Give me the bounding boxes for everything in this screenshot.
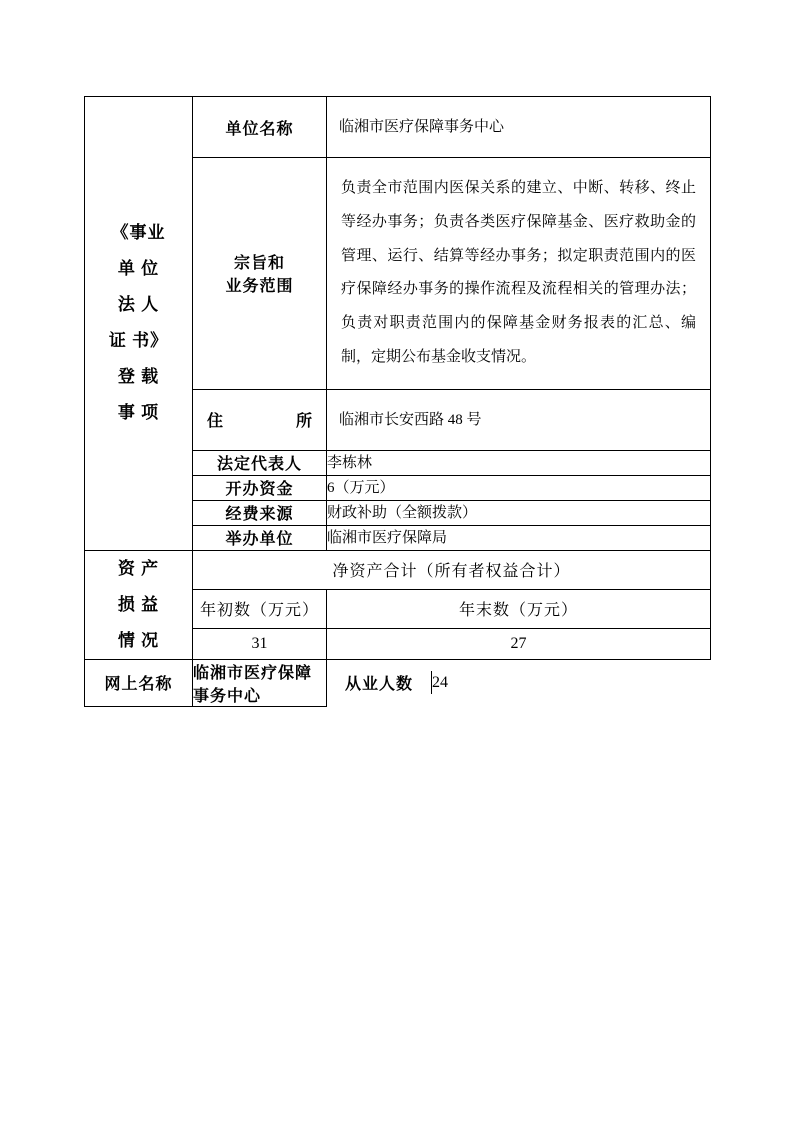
assets-value-end: 27 bbox=[327, 628, 711, 659]
row-value-address: 临湘市长安西路 48 号 bbox=[327, 389, 711, 450]
row-value-purpose-scope: 负责全市范围内医保关系的建立、中断、转移、终止等经办事务；负责各类医疗保障基金、医疗救助金的管理、运行、结算等经办事务；拟定职责范围内的医疗保障经办事务的操作流程及流程相关的管理办法；负责对职责范围内的保障基金财务报表的汇总、编制，定期公布基金收支情况。 bbox=[327, 158, 711, 390]
row-label-line: 宗旨和 bbox=[233, 255, 285, 273]
row-label-legal-representative: 法定代表人 bbox=[193, 450, 327, 475]
footer-label-employees: 从业人数 bbox=[327, 671, 432, 694]
section-label-line: 法 人 bbox=[117, 295, 160, 315]
row-label-organizer: 举办单位 bbox=[193, 525, 327, 550]
assets-value-begin: 31 bbox=[193, 628, 327, 659]
section-label-line: 事 项 bbox=[117, 403, 160, 423]
row-label-text: 住所 bbox=[207, 413, 312, 430]
section-label-registration bbox=[85, 97, 193, 551]
footer-split-table bbox=[327, 671, 711, 694]
table-row bbox=[85, 97, 711, 158]
section-label-line: 登 载 bbox=[117, 367, 160, 387]
assets-column-begin: 年初数（万元） bbox=[193, 589, 327, 628]
row-value-funding-source: 财政补助（全额拨款） bbox=[327, 500, 711, 525]
section-label-line: 资 产 bbox=[117, 558, 160, 578]
row-label-line: 业务范围 bbox=[225, 278, 294, 296]
section-label-line: 证 书》 bbox=[108, 331, 169, 351]
footer-label-online-name: 网上名称 bbox=[85, 659, 193, 706]
row-value-startup-capital: 6（万元） bbox=[327, 475, 711, 500]
row-label-purpose-scope bbox=[193, 158, 327, 390]
assets-title: 净资产合计（所有者权益合计） bbox=[193, 550, 711, 589]
row-label-funding-source: 经费来源 bbox=[193, 500, 327, 525]
assets-column-end: 年末数（万元） bbox=[327, 589, 711, 628]
footer-split-container bbox=[327, 659, 711, 706]
registration-table bbox=[84, 96, 711, 707]
row-value-legal-representative: 李栋林 bbox=[327, 450, 711, 475]
row-label-unit-name: 单位名称 bbox=[193, 97, 327, 158]
footer-value-employees: 24 bbox=[432, 673, 448, 691]
row-value-unit-name: 临湘市医疗保障事务中心 bbox=[327, 97, 711, 158]
row-value-organizer: 临湘市医疗保障局 bbox=[327, 525, 711, 550]
section-label-assets bbox=[85, 550, 193, 659]
footer-value-online-name: 临湘市医疗保障事务中心 bbox=[193, 659, 327, 706]
section-label-line: 损 益 bbox=[117, 594, 160, 614]
section-label-line: 《事业 bbox=[111, 223, 166, 243]
row-label-startup-capital: 开办资金 bbox=[193, 475, 327, 500]
table-row bbox=[85, 659, 711, 706]
section-label-line: 单 位 bbox=[117, 259, 160, 279]
section-label-line: 情 况 bbox=[117, 630, 160, 650]
row-label-address bbox=[193, 389, 327, 450]
table-row bbox=[85, 550, 711, 589]
